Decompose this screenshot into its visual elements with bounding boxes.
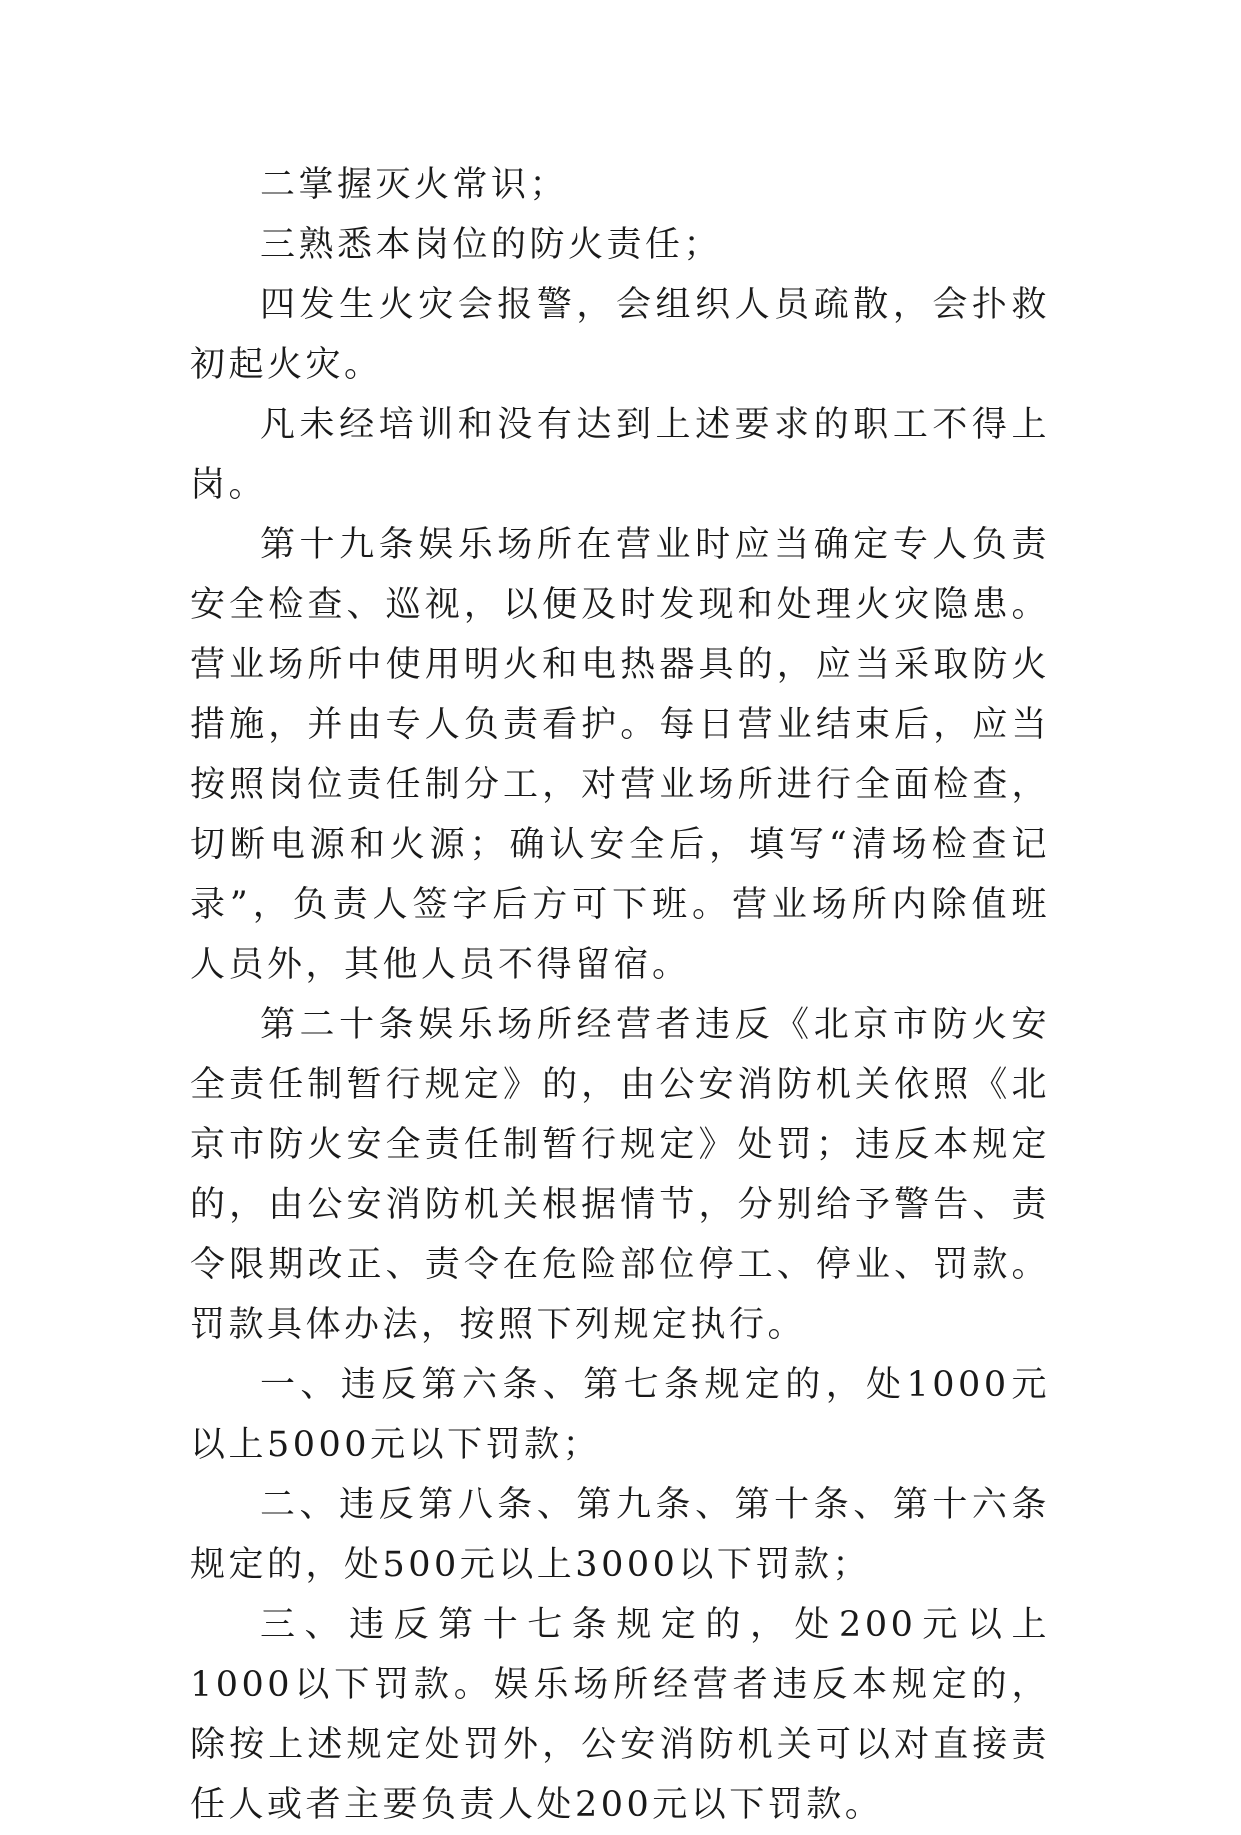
paragraph-article-19: 第十九条娱乐场所在营业时应当确定专人负责安全检查、巡视，以便及时发现和处理火灾隐患。营业场所中使用明火和电热器具的，应当采取防火措施，并由专人负责看护。每日营业结束后，应当按照岗位责任制分工，对营业场所进行全面检查，切断电源和火源；确认安全后，填写“清场检查记录”，负责人签字后方可下班。营业场所内除值班人员外，其他人员不得留宿。 bbox=[190, 525, 1050, 985]
paragraph-article-20: 第二十条娱乐场所经营者违反《北京市防火安全责任制暂行规定》的，由公安消防机关依照《北京市防火安全责任制暂行规定》处罚；违反本规定的，由公安消防机关根据情节，分别给予警告、责令限期改正、责令在危险部位停工、停业、罚款。罚款具体办法，按照下列规定执行。 bbox=[190, 1005, 1050, 1345]
paragraph-penalty-1: 一、违反第六条、第七条规定的，处1000元以上5000元以下罚款； bbox=[190, 1365, 1050, 1465]
paragraph-item-3: 三熟悉本岗位的防火责任； bbox=[260, 225, 723, 265]
paragraph-penalty-2: 二、违反第八条、第九条、第十条、第十六条规定的，处500元以上3000以下罚款； bbox=[190, 1485, 1050, 1585]
paragraph-penalty-3: 三、违反第十七条规定的，处200元以上1000以下罚款。娱乐场所经营者违反本规定的，除按上述规定处罚外，公安消防机关可以对直接责任人或者主要负责人处200元以下罚款。 bbox=[190, 1605, 1050, 1825]
paragraph-item-4: 四发生火灾会报警，会组织人员疏散，会扑救初起火灾。 bbox=[190, 285, 1050, 385]
paragraph-item-2: 二掌握灭火常识； bbox=[260, 165, 569, 205]
document-body bbox=[190, 155, 1050, 1835]
paragraph-training-requirement: 凡未经培训和没有达到上述要求的职工不得上岗。 bbox=[190, 405, 1050, 505]
